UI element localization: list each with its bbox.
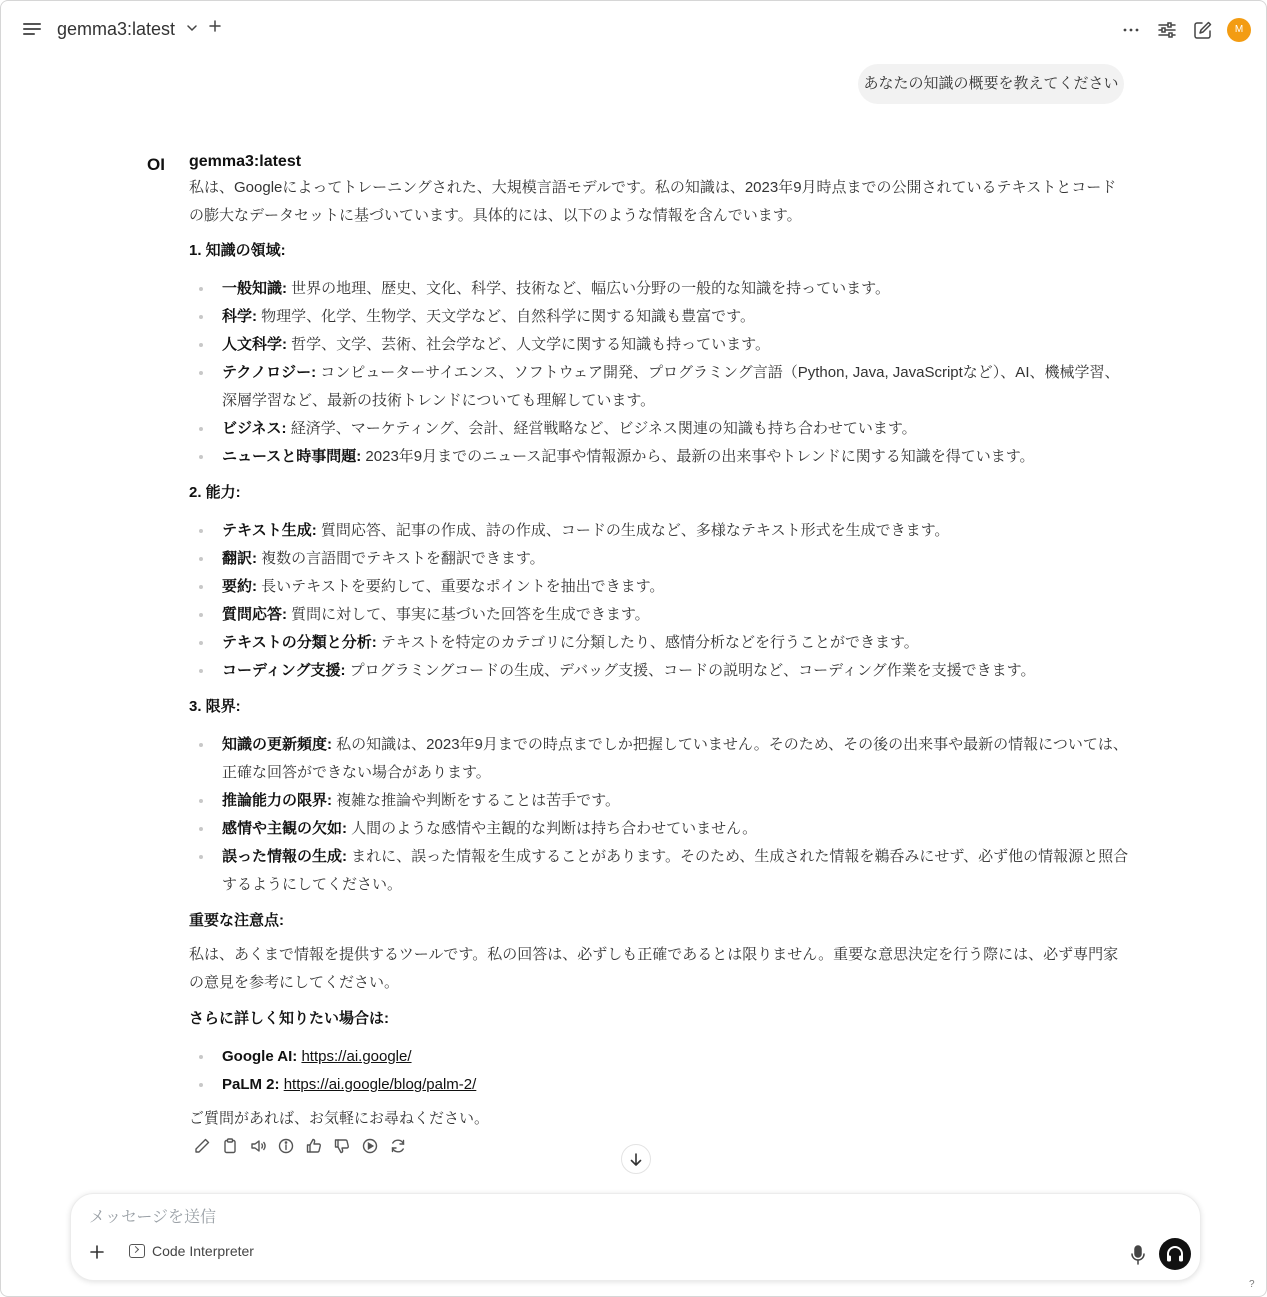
list-item: 人文科学: 哲学、文学、芸術、社会学など、人文学に関する知識も持っています。	[189, 331, 1129, 359]
edit-pencil-icon[interactable]	[193, 1137, 211, 1155]
section-heading: 1. 知識の領域:	[189, 242, 286, 259]
list-item: Google AI: https://ai.google/	[189, 1043, 1129, 1071]
list-item: テキストの分類と分析: テキストを特定のカテゴリに分類したり、感情分析などを行うことができます。	[189, 629, 1129, 657]
list-item: テクノロジー: コンピューターサイエンス、ソフトウェア開発、プログラミング言語（Python, Java, JavaScriptなど）、AI、機械学習、深層学習など、最新の技術トレンドについても理解しています。	[189, 359, 1129, 415]
add-model-icon[interactable]	[208, 17, 222, 38]
list-item: テキスト生成: 質問応答、記事の作成、詩の作成、コードの生成など、多様なテキスト形式を生成できます。	[189, 517, 1129, 545]
assistant-message	[189, 174, 1129, 1133]
new-chat-edit-icon[interactable]	[1192, 19, 1214, 41]
list-item: 推論能力の限界: 複雑な推論や判断をすることは苦手です。	[189, 787, 1129, 815]
list-item: 知識の更新頻度: 私の知識は、2023年9月までの時点までしか把握していません。そのため、その後の出来事や最新の情報については、正確な回答ができない場合があります。	[189, 731, 1129, 787]
scroll-to-bottom-button[interactable]	[621, 1144, 651, 1174]
list-item: 質問応答: 質問に対して、事実に基づいた回答を生成できます。	[189, 601, 1129, 629]
list-item: 要約: 長いテキストを要約して、重要なポイントを抽出できます。	[189, 573, 1129, 601]
more-info-heading: さらに詳しく知りたい場合は:	[189, 1010, 389, 1027]
model-selector-label[interactable]: gemma3:latest	[57, 19, 176, 39]
assistant-logo: OI	[147, 155, 165, 174]
list-item: 感情や主観の欠如: 人間のような感情や主観的な判断は持ち合わせていません。	[189, 815, 1129, 843]
add-attachment-icon[interactable]	[89, 1241, 107, 1263]
list-item: 一般知識: 世界の地理、歴史、文化、科学、技術など、幅広い分野の一般的な知識を持っています。	[189, 275, 1129, 303]
notice-heading: 重要な注意点:	[189, 912, 284, 929]
message-input[interactable]	[89, 1206, 1089, 1230]
notice-paragraph: 私は、あくまで情報を提供するツールです。私の回答は、必ずしも正確であるとは限りません。重要な意思決定を行う際には、必ず専門家の意見を参考にしてください。	[189, 946, 1119, 991]
top-bar	[1, 1, 1266, 59]
settings-sliders-icon[interactable]	[1156, 19, 1178, 41]
read-aloud-speaker-icon[interactable]	[249, 1137, 267, 1155]
google-ai-link[interactable]: https://ai.google/	[301, 1048, 412, 1065]
sidebar-toggle-icon[interactable]	[23, 21, 41, 37]
palm2-link[interactable]: https://ai.google/blog/palm-2/	[283, 1076, 477, 1093]
terminal-icon	[129, 1244, 145, 1258]
thumbs-up-icon[interactable]	[305, 1137, 323, 1155]
help-button[interactable]: ?	[1249, 1279, 1255, 1290]
code-interpreter-label: Code Interpreter	[152, 1243, 254, 1259]
regenerate-icon[interactable]	[389, 1137, 407, 1155]
user-avatar[interactable]: M	[1227, 18, 1251, 42]
code-interpreter-button[interactable]	[129, 1243, 254, 1263]
copy-icon[interactable]	[221, 1137, 239, 1155]
thumbs-down-icon[interactable]	[333, 1137, 351, 1155]
more-options-icon[interactable]	[1120, 19, 1142, 41]
closing-paragraph: ご質問があれば、お気軽にお尋ねください。	[189, 1110, 490, 1127]
chevron-down-icon[interactable]	[186, 21, 198, 37]
list-item: 翻訳: 複数の言語間でテキストを翻訳できます。	[189, 545, 1129, 573]
list-item: 誤った情報の生成: まれに、誤った情報を生成することがあります。そのため、生成された情報を鵜呑みにせず、必ず他の情報源と照合するようにしてください。	[189, 843, 1129, 899]
message-composer	[70, 1193, 1201, 1281]
capabilities-list	[189, 517, 1129, 685]
list-item: PaLM 2: https://ai.google/blog/palm-2/	[189, 1071, 1129, 1099]
section-heading: 3. 限界:	[189, 698, 241, 715]
section-heading: 2. 能力:	[189, 484, 241, 501]
knowledge-list	[189, 275, 1129, 471]
intro-paragraph: 私は、Googleによってトレーニングされた、大規模言語モデルです。私の知識は、2023年9月時点までの公開されているテキストとコードの膨大なデータセットに基づいています。具体的には、以下のような情報を含んでいます。	[189, 179, 1117, 224]
voice-mode-button[interactable]	[1159, 1238, 1191, 1270]
list-item: ニュースと時事問題: 2023年9月までのニュース記事や情報源から、最新の出来事やトレンドに関する知識を得ています。	[189, 443, 1129, 471]
microphone-icon[interactable]	[1129, 1244, 1147, 1266]
list-item: 科学: 物理学、化学、生物学、天文学など、自然科学に関する知識も豊富です。	[189, 303, 1129, 331]
info-icon[interactable]	[277, 1137, 295, 1155]
user-message-bubble: あなたの知識の概要を教えてください	[858, 64, 1124, 104]
continue-play-icon[interactable]	[361, 1137, 379, 1155]
assistant-name: gemma3:latest	[189, 153, 302, 170]
headphones-icon	[1159, 1238, 1191, 1270]
list-item: コーディング支援: プログラミングコードの生成、デバッグ支援、コードの説明など、コーディング作業を支援できます。	[189, 657, 1129, 685]
links-list	[189, 1043, 1129, 1099]
arrow-down-icon	[628, 1152, 644, 1168]
list-item: ビジネス: 経済学、マーケティング、会計、経営戦略など、ビジネス関連の知識も持ち合わせています。	[189, 415, 1129, 443]
limitations-list	[189, 731, 1129, 899]
